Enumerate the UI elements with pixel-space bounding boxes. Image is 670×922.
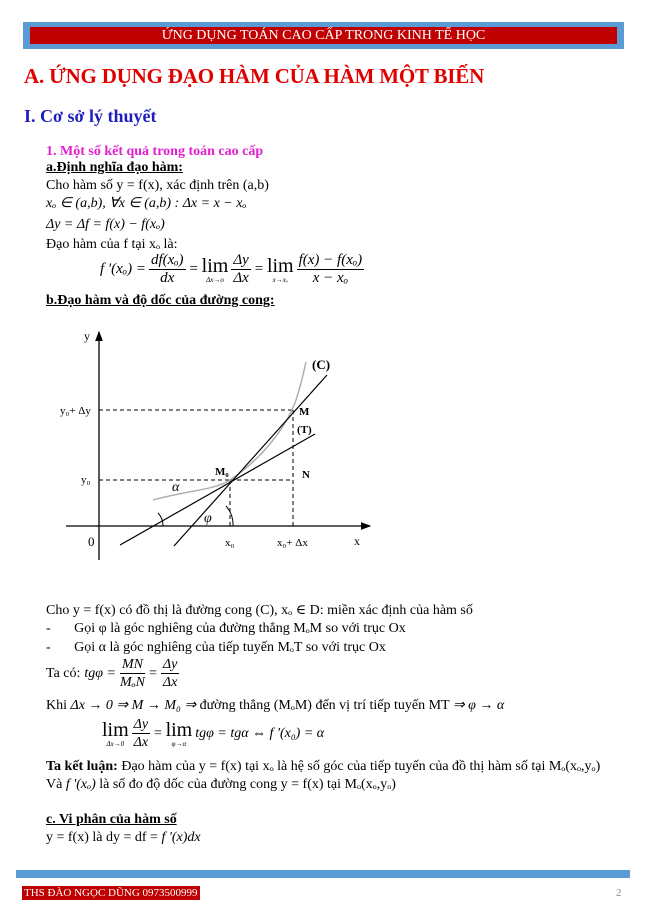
section-a-title: A. ỨNG DỤNG ĐẠO HÀM CỦA HÀM MỘT BIẾN xyxy=(24,64,485,88)
part-c-line1: y = f(x) là dy = df = f '(x)dx xyxy=(46,830,201,845)
svg-text:N: N xyxy=(302,469,310,481)
formula-frac1: $\frac{\text{df(xₒ)}}{dx}$ xyxy=(150,252,184,286)
tangent-line xyxy=(120,434,315,545)
tg-phi-formula: Ta có: tgφ = $\frac{MN}{\text{MₒN}}$ = $\frac{\Delta y}{\Delta x}$ xyxy=(46,657,178,690)
svg-text:0: 0 xyxy=(88,534,95,549)
secant-line xyxy=(174,375,327,546)
footer-bar xyxy=(16,870,630,878)
svg-text:x₀+ Δx: x₀+ Δx xyxy=(277,537,308,549)
page-number: 2 xyxy=(616,887,622,899)
formula-lhs: f '(xₒ) = xyxy=(100,261,146,277)
svg-text:(T): (T) xyxy=(297,424,312,436)
derivative-formula: f '(xₒ) = $\frac{\text{df(xₒ)}}{dx}$ = lim Δx→o $\frac{\Delta y}{\Delta x}$ = lim x→xₒ $\frac{\text{f(x) − f(xₒ)}}{\text{x − xₒ}}$ xyxy=(100,252,363,286)
svg-text:M₀: M₀ xyxy=(215,466,229,478)
svg-text:y: y xyxy=(84,329,90,343)
footer-author: THS ĐÀO NGỌC DŨNG 0973500999 xyxy=(24,887,198,899)
part-a-line3: Δy = Δf = f(x) − f(xₒ) xyxy=(46,217,165,232)
svg-text:α: α xyxy=(172,480,180,495)
svg-text:x₀: x₀ xyxy=(225,537,235,549)
part-b-bullet2: - Gọi α là góc nghiêng của tiếp tuyến MₒT so với trục Ox xyxy=(46,640,386,655)
part-c-heading: c. Vi phân của hàm số xyxy=(46,812,177,827)
subsection-1-title: 1. Một số kết quả trong toán cao cấp xyxy=(46,144,264,159)
header-banner-title: ỨNG DỤNG TOÁN CAO CẤP TRONG KINH TẾ HỌC xyxy=(30,27,617,44)
svg-text:y₀: y₀ xyxy=(81,474,91,486)
part-b-line1: Cho y = f(x) có đồ thị là đường cong (C), xₒ ∈ D: miền xác định của hàm số xyxy=(46,603,473,618)
svg-text:φ: φ xyxy=(204,511,212,526)
part-a-line1: Cho hàm số y = f(x), xác định trên (a,b) xyxy=(46,178,269,193)
limit-equivalence-formula: lim Δx→0 $\frac{\Delta y}{\Delta x}$ = lim φ→α tgφ = tgα ⇔ f '(x₀) = α xyxy=(102,717,325,750)
part-a-line4: Đạo hàm của f tại xₒ là: xyxy=(46,237,178,252)
conclusion-line1: Ta kết luận: Đạo hàm của y = f(x) tại xₒ là hệ số góc của tiếp tuyến của đồ thị hàm số tại Mₒ(xₒ,yₒ) xyxy=(46,759,601,774)
tangent-slope-diagram xyxy=(40,320,380,560)
limit-process-line: Khi Δx → 0 ⇒ M → M₀ ⇒ đường thẳng (MₒM) đến vị trí tiếp tuyến MT ⇒ φ → α xyxy=(46,698,505,713)
formula-lim2: lim x→xₒ xyxy=(266,254,294,284)
part-a-heading: a.Định nghĩa đạo hàm: xyxy=(46,160,183,175)
svg-text:y₀+ Δy: y₀+ Δy xyxy=(60,405,91,417)
part-a-line2: xₒ ∈ (a,b), ∀x ∈ (a,b) : Δx = x − xₒ xyxy=(46,196,247,211)
section-i-title: I. Cơ sở lý thuyết xyxy=(24,106,157,126)
formula-frac3: $\frac{\text{f(x) − f(xₒ)}}{\text{x − xₒ}}$ xyxy=(298,252,363,286)
svg-text:M: M xyxy=(299,406,310,418)
svg-text:x: x xyxy=(354,534,360,548)
conclusion-line2: Và f '(xₒ) là số đo độ dốc của đường cong y = f(x) tại Mₒ(xₒ,yₒ) xyxy=(46,777,396,792)
formula-frac2: $\frac{\Delta y}{\Delta x}$ xyxy=(233,252,249,286)
part-b-bullet1: - Gọi φ là góc nghiêng của đường thẳng MₒM so với trục Ox xyxy=(46,621,406,636)
formula-lim1: lim Δx→o xyxy=(201,254,229,284)
svg-text:(C): (C) xyxy=(312,357,331,372)
part-b-heading: b.Đạo hàm và độ dốc của đường cong: xyxy=(46,293,275,308)
